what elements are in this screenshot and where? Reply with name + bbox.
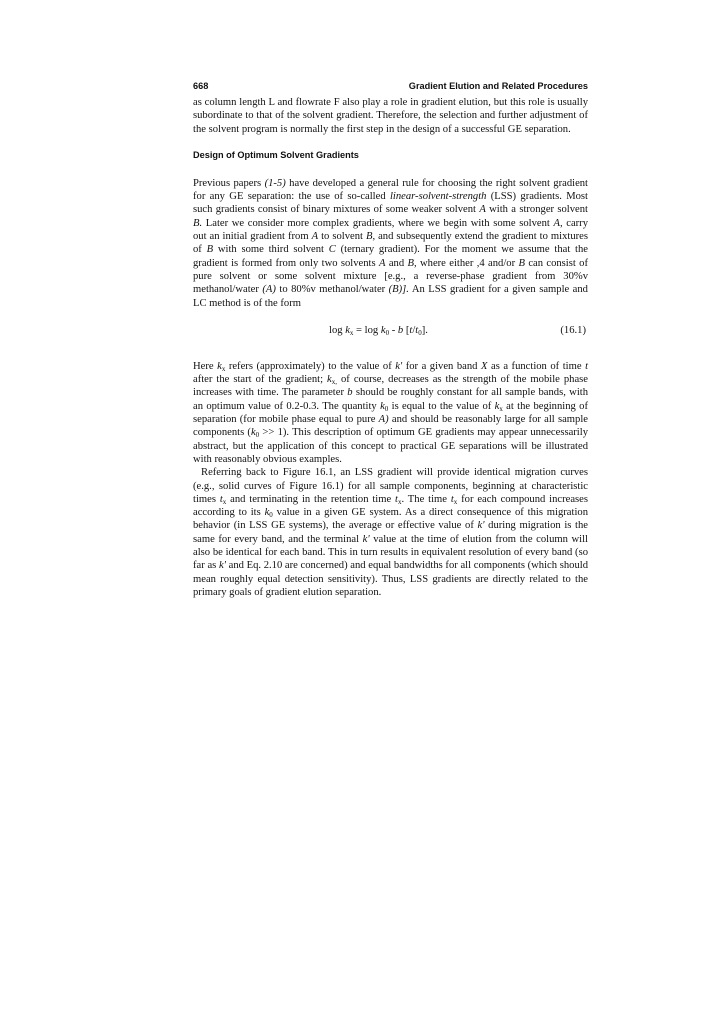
section-heading: Design of Optimum Solvent Gradients xyxy=(193,149,359,160)
page-number: 668 xyxy=(193,81,209,91)
paragraph-migration-curves: Referring back to Figure 16.1, an LSS gradient will provide identical migration curves (e.g., solid curves of Figure 16.1) for all sample components, beginning at characteristic times $t_x$ and terminating in the retention time $t_x$. The time $t_x$ for each compound increases according to its $k_0$ value in a given GE system. As a direct consequence of this migration behavior (in LSS GE systems), the average or effective value of k' during migration is the same for every band, and the terminal k' value at the time of elution from the column will also be identical for each band. This in turn results in equivalent resolution of every band (so far as k' and Eq. 2.10 are concerned) and equal bandwidths for all components (which should mean roughly equal detection sensitivity). Thus, LSS gradients are directly related to the primary goals of gradient elution separation. xyxy=(193,467,589,598)
chapter-title: Gradient Elution and Related Procedures xyxy=(408,81,588,91)
paragraph-lss-intro: Previous papers (1-5) have developed a general rule for choosing the right solvent gradient for any GE separation: the use of so-called linear-solvent-strength (LSS) gradients. Most such gradients consist of binary mixtures of some weaker solvent A with a stronger solvent B. Later we consider more complex gradients, where we begin with some solvent A, carry out an initial gradient from A to solvent B, and subsequently extend the gradient to mixtures of B with some third solvent C (ternary gradient). For the moment we assume that the gradient is formed from only two solvents A and B, where either ,4 and/or B can consist of pure solvent or some solvent mixture [e.g., a reverse-phase gradient from 30%v methanol/water (A) to 80%v methanol/water (B)]. An LSS gradient for a given sample and LC method is of the form xyxy=(193,177,589,309)
running-head xyxy=(193,80,588,92)
paragraph-continued: as column length L and flowrate F also play a role in gradient elution, but this role is usually subordinate to that of the solvent gradient. Therefore, the selection and further adjustment of the solvent program is normally the first step in the design of a successful GE separation. xyxy=(193,97,588,135)
equation-body: $\log k_x = \log k_0 - b$ $[t/t_0]$. xyxy=(329,324,428,337)
paragraph-kx-definition: Here $k_x$ refers (approximately) to the value of k' for a given band X as a function of time t after the start of the gradient; $k_{x,}$ of course, decreases as the strength of the mobile phase increases with time. The parameter b should be roughly constant for all sample bands, with an optimum value of 0.2-0.3. The quantity $k_0$ is equal to the value of $k_x$ at the beginning of separation (for mobile phase equal to pure A) and should be reasonably large for all sample components $(k_0 >> 1)$. This description of optimum GE gradients may appear unnecessarily abstract, but the application of this concept to practical GE separations will be illustrated with reasonably obvious examples. xyxy=(193,360,589,465)
book-page xyxy=(193,80,588,599)
equation-16-1 xyxy=(193,324,588,338)
equation-number: (16.1) xyxy=(560,324,586,336)
